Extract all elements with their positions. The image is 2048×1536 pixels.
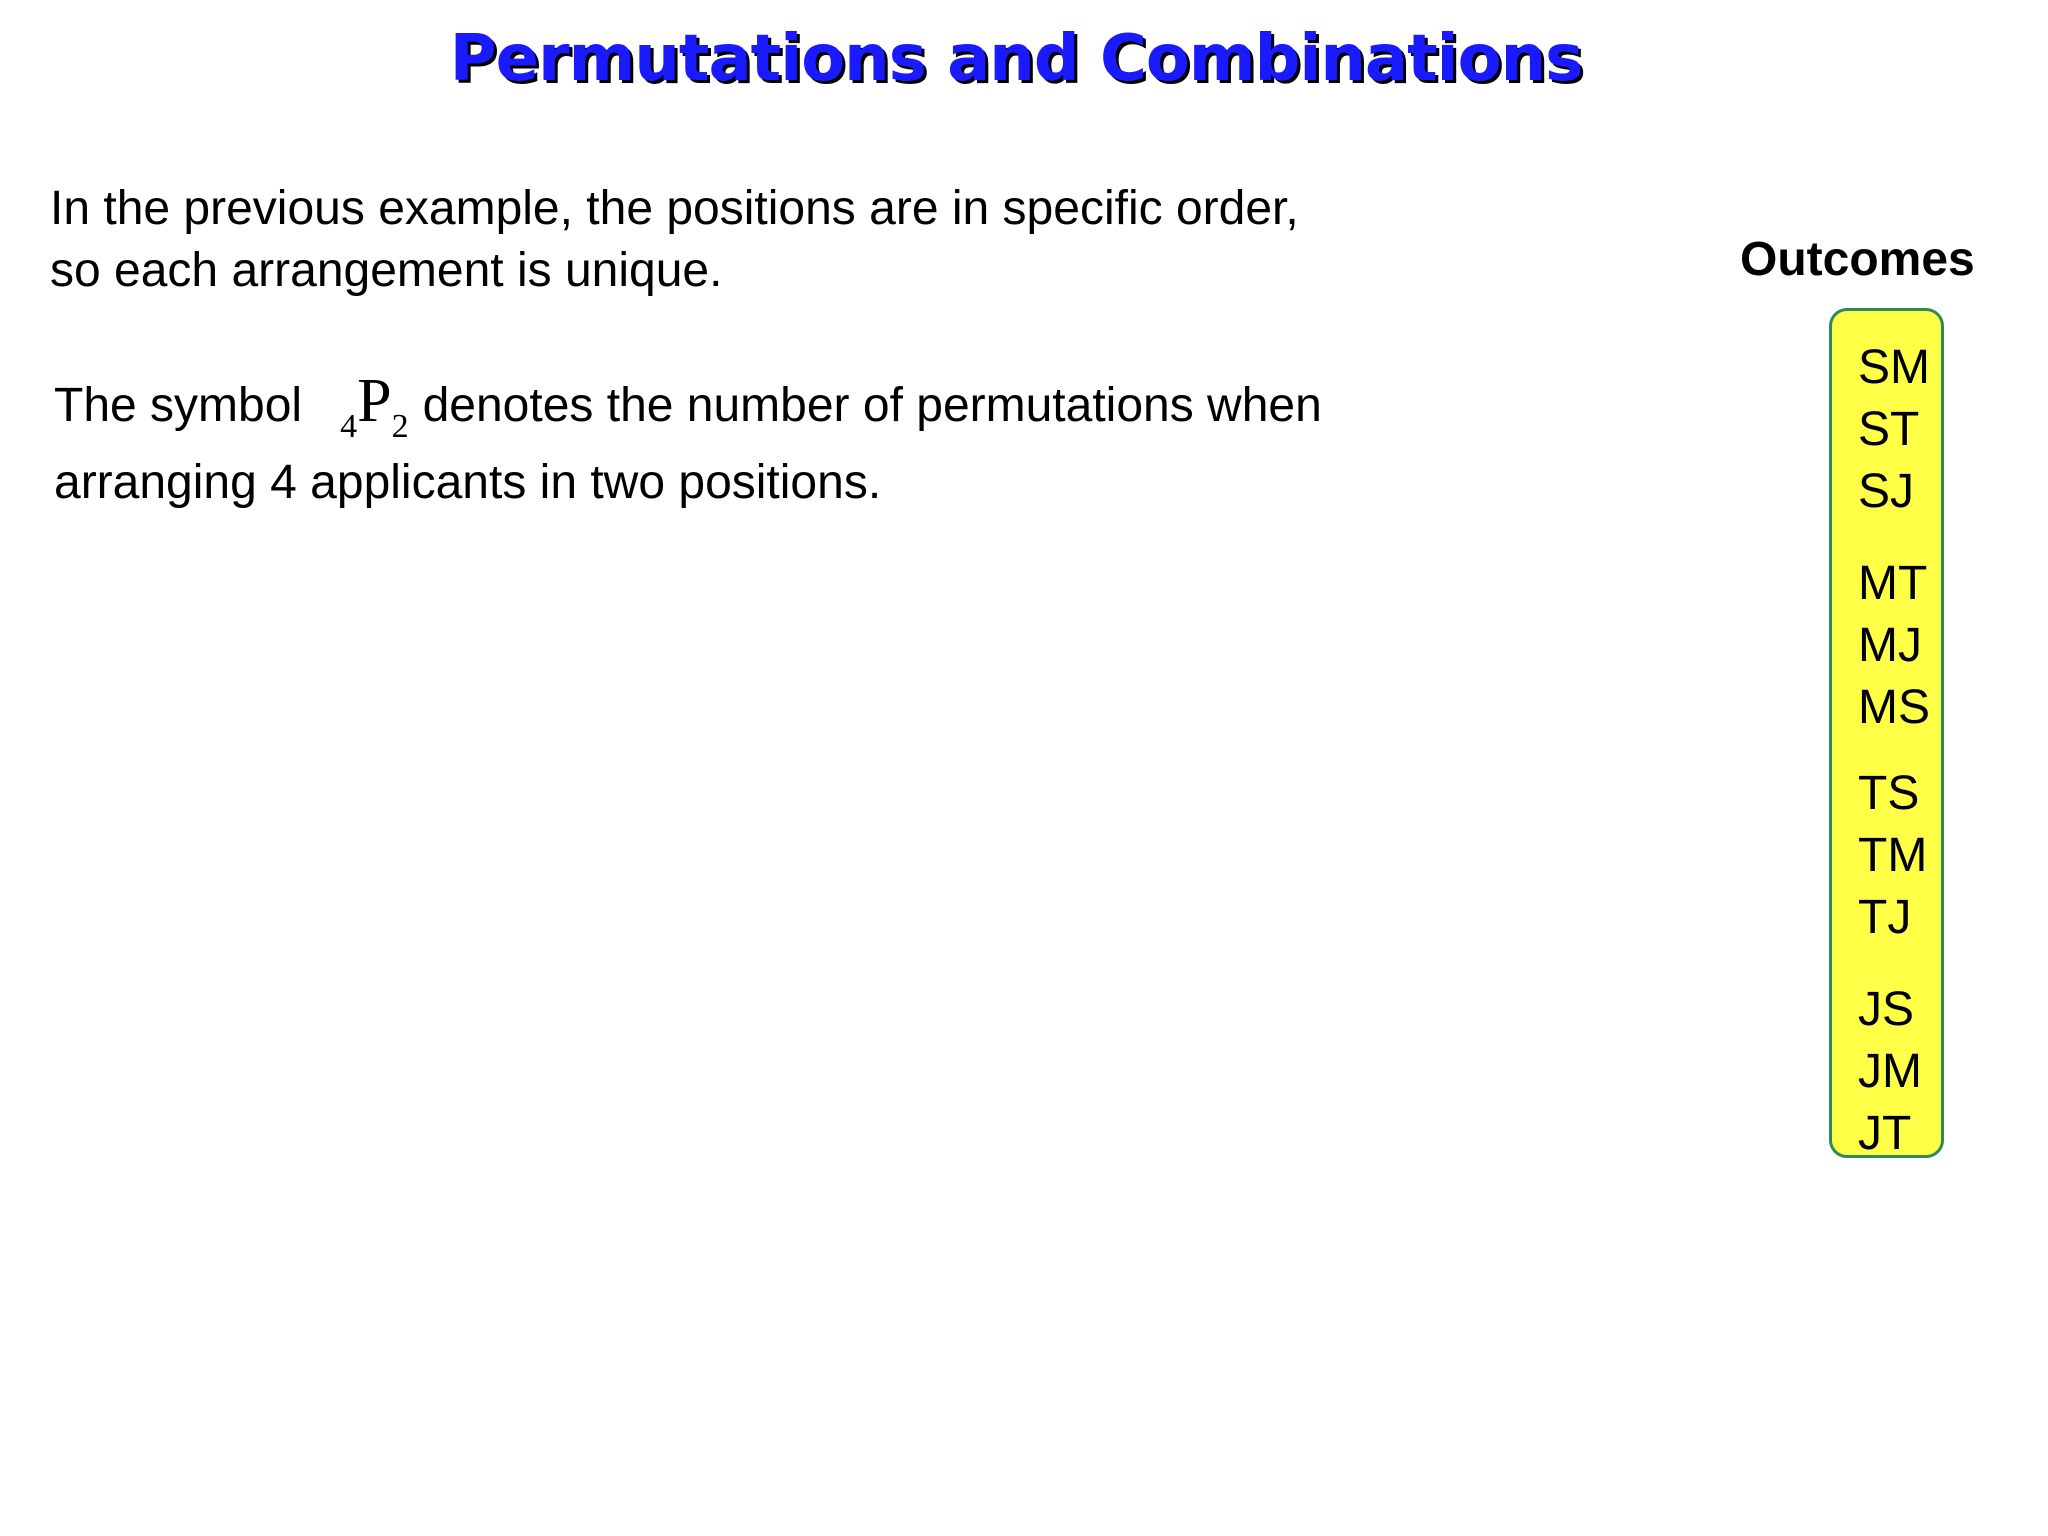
symbol-suffix: denotes the number of permutations when	[422, 379, 1322, 432]
permutation-symbol-r: 2	[391, 408, 409, 445]
outcome-item: JS	[1858, 983, 1915, 1036]
outcome-item: TM	[1858, 829, 1928, 882]
outcome-item: MS	[1858, 681, 1930, 734]
outcome-item: SJ	[1858, 465, 1915, 518]
outcome-group-t	[1858, 763, 1927, 949]
outcome-item: JT	[1858, 1107, 1912, 1160]
outcome-item: MT	[1858, 557, 1928, 610]
outcome-group-m	[1858, 553, 1930, 739]
outcomes-list-box	[1829, 308, 1944, 1158]
symbol-prefix: The symbol	[54, 379, 303, 432]
intro-paragraph	[50, 178, 1299, 302]
outcomes-heading: Outcomes	[1740, 233, 1975, 286]
outcome-item: SM	[1858, 341, 1930, 394]
outcome-item: MJ	[1858, 619, 1922, 672]
outcome-group-j	[1858, 979, 1922, 1165]
symbol-definition-line-2: arranging 4 applicants in two positions.	[54, 456, 882, 509]
outcome-item: TJ	[1858, 891, 1912, 944]
page-title: Permutations and Combinations	[449, 22, 1583, 96]
outcome-group-s	[1858, 337, 1930, 523]
outcome-item: ST	[1858, 403, 1920, 456]
outcome-item: TS	[1858, 767, 1920, 820]
outcome-item: JM	[1858, 1045, 1922, 1098]
permutation-symbol-n: 4	[340, 408, 358, 445]
permutation-symbol-p: P	[357, 367, 392, 435]
permutation-symbol	[340, 367, 409, 445]
symbol-definition-line-1	[54, 367, 1322, 445]
intro-line-1: In the previous example, the positions are in specific order,	[50, 182, 1299, 235]
intro-line-2: so each arrangement is unique.	[50, 244, 723, 297]
